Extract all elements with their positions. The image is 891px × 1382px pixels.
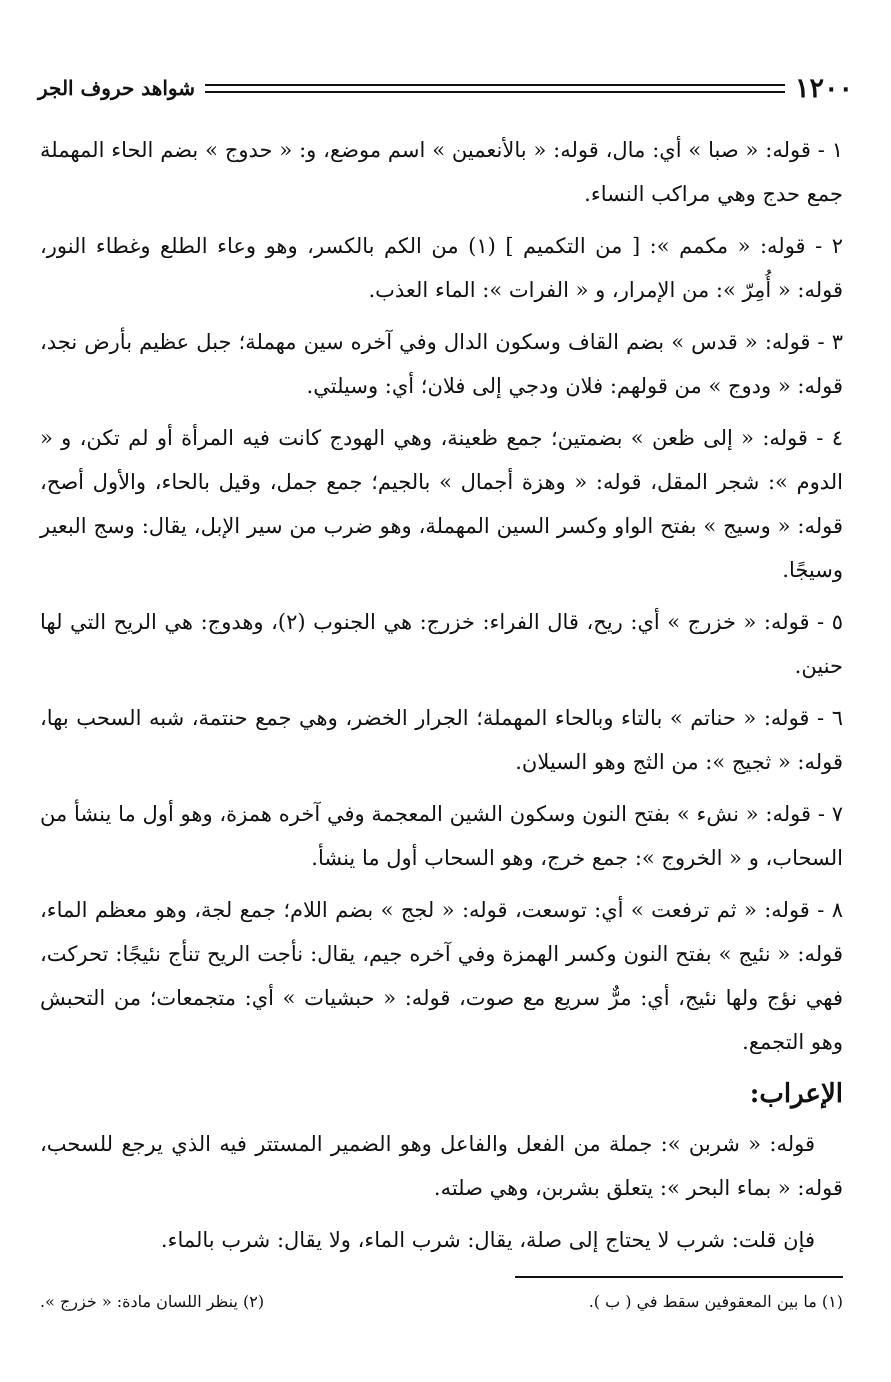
irab-paragraph-1: قوله: « شربن »: جملة من الفعل والفاعل وهو الضمير المستتر فيه الذي يرجع للسحب، قوله: « بماء البحر »: يتعلق بشربن، وهي صلته. [40, 1132, 843, 1200]
running-title: شواهد حروف الجر [38, 76, 196, 100]
irab-paragraph-2: فإن قلت: شرب لا يحتاج إلى صلة، يقال: شرب الماء، ولا يقال: شرب بالماء. [160, 1228, 815, 1252]
header-rule [205, 84, 785, 93]
page-number: ١٢٠٠ [794, 72, 853, 104]
paragraph-1: ١ - قوله: « صبا » أي: مال، قوله: « بالأنعمين » اسم موضع، و: « حدوج » بضم الحاء المهملة جمع حدج وهي مراكب النساء. [40, 138, 843, 206]
footnote-1: (١) ما بين المعقوفين سقط في ( ب ). [588, 1292, 843, 1311]
footnote-divider [515, 1276, 843, 1278]
paragraph-7: ٧ - قوله: « نشء » بفتح النون وسكون الشين المعجمة وفي آخره همزة، وهو أول ما ينشأ من السحاب، و « الخروج »: جمع خرج، وهو السحاب أول ما ينشأ. [40, 802, 843, 870]
paragraph-3: ٣ - قوله: « قدس » بضم القاف وسكون الدال وفي آخره سين مهملة؛ جبل عظيم بأرض نجد، قوله: « ودوج » من قولهم: فلان ودجي إلى فلان؛ أي: وسيلتي. [40, 330, 843, 398]
paragraph-6: ٦ - قوله: « حناتم » بالتاء وبالحاء المهملة؛ الجرار الخضر، وهي جمع حنتمة، شبه السحب بها، قوله: « ثجيج »: من الثج وهو السيلان. [40, 706, 843, 774]
footnote-2: (٢) ينظر اللسان مادة: « خزرج ». [40, 1292, 265, 1311]
paragraph-4: ٤ - قوله: « إلى ظعن » بضمتين؛ جمع ظعينة، وهي الهودج كانت فيه المرأة أو لم تكن، و « الدوم »: شجر المقل، قوله: « وهزة أجمال » بالجيم؛ جمع جمل، وقيل بالحاء، والأول أصح، قوله: « وسيج » بفتح الواو وكسر السين المهملة، وهو ضرب من سير الإبل، يقال: وسج البعير وسيجًا. [40, 426, 843, 582]
paragraph-5: ٥ - قوله: « خزرج » أي: ريح، قال الفراء: خزرج: هي الجنوب (٢)، وهدوج: هي الريح التي لها حنين. [40, 610, 843, 678]
paragraph-2: ٢ - قوله: « مكمم »: [ من التكميم ] (١) من الكم بالكسر، وهو وعاء الطلع وغطاء النور، قوله: « أُمِرّ »: من الإمرار، و « الفرات »: الماء العذب. [40, 234, 844, 302]
paragraph-8: ٨ - قوله: « ثم ترفعت » أي: توسعت، قوله: « لجج » بضم اللام؛ جمع لجة، وهو معظم الماء، قوله: « نئيج » بفتح النون وكسر الهمزة وفي آخره جيم، يقال: نأجت الريح تنأج نئيجًا: تحركت، فهي نؤج ولها نئيج، أي: مرٌّ سريع مع صوت، قوله: « حبشيات » أي: متجمعات؛ من التحبش وهو التجمع. [40, 898, 843, 1054]
page-body [40, 128, 843, 1270]
section-heading-irab: الإعراب: [749, 1079, 843, 1109]
page-header [38, 68, 853, 108]
footnotes [40, 1292, 843, 1311]
